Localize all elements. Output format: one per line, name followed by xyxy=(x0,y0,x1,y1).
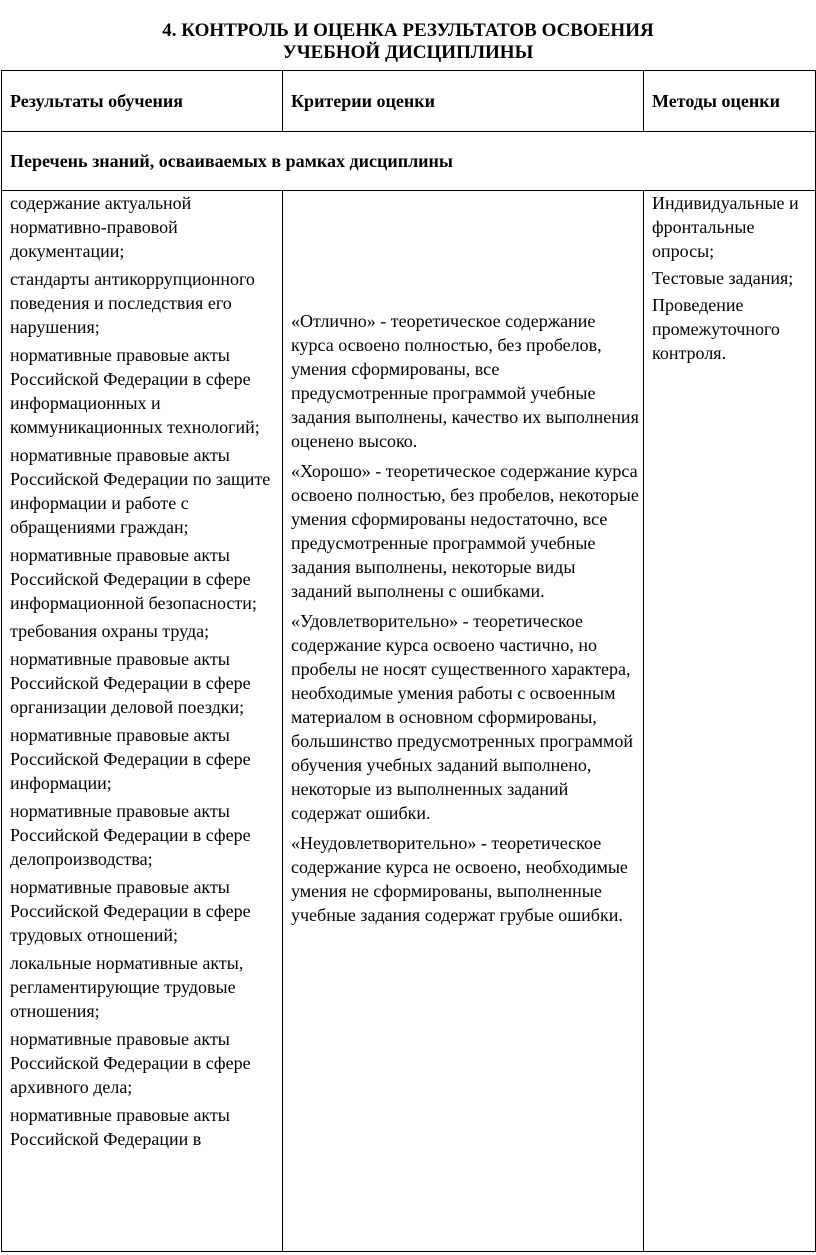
result-item: нормативные правовые акты Российской Федерации в сфере делопроизводства; xyxy=(10,801,251,869)
header-criteria-label: Критерии оценки xyxy=(291,90,435,111)
criteria-cell xyxy=(283,191,644,1252)
criterion-satisfactory: «Удовлетворительно» - теоретическое содержание курса освоено частично, но пробелы не носят существенного характера, необходимые умения работы с освоенным материалом в основном сформированы, большинство предусмотренных программой обучения учебных заданий выполнено, некоторые из выполненных заданий содержат ошибки. xyxy=(291,611,634,823)
result-item: нормативные правовые акты Российской Федерации в xyxy=(10,1105,230,1149)
criteria-list xyxy=(283,191,643,927)
result-item: нормативные правовые акты Российской Федерации в сфере трудовых отношений; xyxy=(10,877,251,945)
result-item: нормативные правовые акты Российской Федерации в сфере организации деловой поездки; xyxy=(10,649,251,717)
result-item: стандарты антикоррупционного поведения и последствия его нарушения; xyxy=(10,269,255,337)
table-header-row xyxy=(2,71,816,132)
header-criteria xyxy=(283,71,644,132)
method-item: Проведение промежуточного контроля. xyxy=(652,295,780,363)
header-results-label: Результаты обучения xyxy=(10,90,184,111)
method-item: Тестовые задания; xyxy=(652,268,794,288)
criterion-excellent: «Отлично» - теоретическое содержание курса освоено полностью, без пробелов, умения сформированы, все предусмотренные программой учебные задания выполнены, качество их выполнения оценено высоко. xyxy=(291,311,639,451)
table-row xyxy=(2,191,816,1252)
methods-cell xyxy=(644,191,816,1252)
methods-list xyxy=(644,191,815,365)
results-list xyxy=(2,191,282,1151)
criterion-good: «Хорошо» - теоретическое содержание курса освоено полностью, без пробелов, некоторые умения сформированы недостаточно, все предусмотренные программой учебные задания выполнены, некоторые виды заданий выполнены с ошибками. xyxy=(291,461,639,601)
section-row xyxy=(2,132,816,191)
result-item: нормативные правовые акты Российской Федерации в сфере информационных и коммуникационных технологий; xyxy=(10,345,260,437)
page-title xyxy=(0,20,816,64)
result-item: содержание актуальной нормативно-правовой документации; xyxy=(10,193,192,261)
section-cell xyxy=(2,132,816,191)
result-item: нормативные правовые акты Российской Федерации в сфере информационной безопасности; xyxy=(10,545,257,613)
header-results xyxy=(2,71,283,132)
result-item: нормативные правовые акты Российской Федерации по защите информации и работе с обращениями граждан; xyxy=(10,445,271,537)
header-methods-label: Методы оценки xyxy=(652,90,780,111)
method-item: Индивидуальные и фронтальные опросы; xyxy=(652,193,799,261)
result-item: нормативные правовые акты Российской Федерации в сфере архивного дела; xyxy=(10,1029,251,1097)
results-cell xyxy=(2,191,283,1252)
header-methods xyxy=(644,71,816,132)
page-title-line-2: УЧЕБНОЙ ДИСЦИПЛИНЫ xyxy=(282,42,534,63)
result-item: нормативные правовые акты Российской Федерации в сфере информации; xyxy=(10,725,251,793)
results-table xyxy=(1,70,816,1252)
result-item: локальные нормативные акты, регламентирующие трудовые отношения; xyxy=(10,953,244,1021)
section-title: Перечень знаний, осваиваемых в рамках дисциплины xyxy=(10,150,453,171)
result-item: требования охраны труда; xyxy=(10,621,210,641)
criterion-unsatisfactory: «Неудовлетворительно» - теоретическое содержание курса не освоено, необходимые умения не сформированы, выполненные учебные задания содержат грубые ошибки. xyxy=(291,833,628,925)
page-title-line-1: 4. КОНТРОЛЬ И ОЦЕНКА РЕЗУЛЬТАТОВ ОСВОЕНИЯ xyxy=(162,20,654,41)
